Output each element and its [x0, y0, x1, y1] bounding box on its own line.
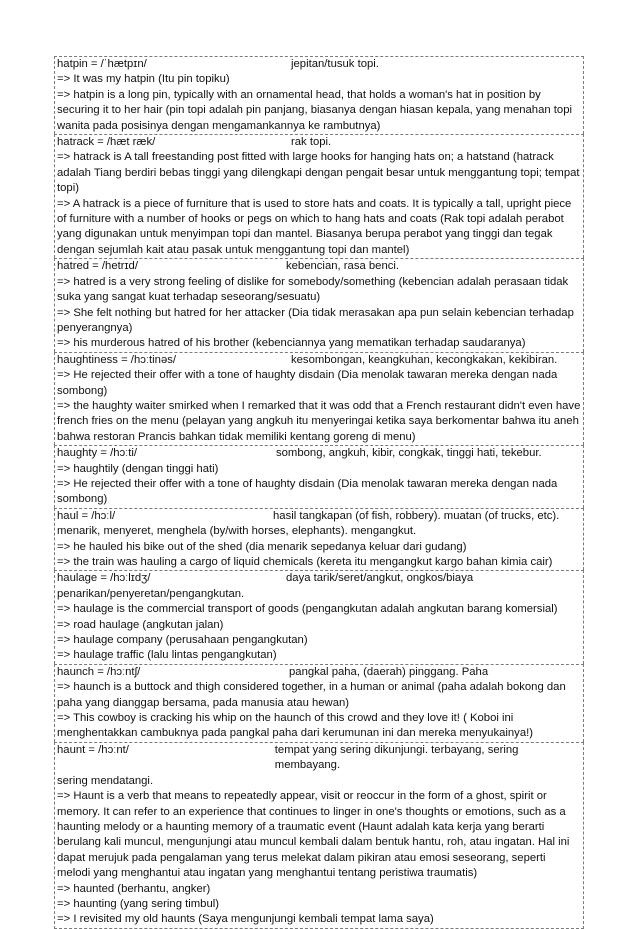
dictionary-entry: [54, 742, 584, 929]
entry-term: hatred = /hetrɪd/: [57, 260, 138, 273]
dictionary-page: [54, 56, 584, 929]
entry-example-line: => road haulage (angkutan jalan): [57, 618, 224, 631]
entry-meaning: pangkal paha, (daerah) pinggang. Paha: [289, 665, 489, 678]
entry-example-line: => It was my hatpin (Itu pin topiku): [57, 73, 230, 86]
entry-term: hatrack = /hæt ræk/: [57, 136, 156, 149]
entry-meaning: jepitan/tusuk topi.: [291, 58, 379, 70]
entry-meaning: tempat yang sering dikunjungi. terbayang, sering membayang.: [274, 743, 519, 772]
entry-term: haughty = /hɔːti/: [57, 447, 138, 460]
entry-meaning: rak topi.: [291, 136, 332, 149]
entry-headword-line: [57, 57, 581, 72]
entry-example-line: => haunting (yang sering timbul): [57, 897, 220, 910]
entry-headword-line: [57, 446, 581, 461]
entry-meaning: sombong, angkuh, kibir, congkak, tinggi hati, tekebur.: [276, 447, 542, 460]
entry-example-line: => haunch is a buttock and thigh considered together, in a human or animal (paha adalah bokong dan paha yang dianggap bersama, pada manusia atau hewan): [57, 681, 566, 709]
entry-example-line: => haughtily (dengan tinggi hati): [57, 462, 219, 475]
entry-example-line: => hatrack is A tall freestanding post fitted with large hooks for hanging hats on; a hatstand (hatrack adalah Tiang berdiri bebas tinggi yang dilengkapi dengan pengait besar untuk menggantung topi; tempat topi): [57, 151, 580, 195]
entry-term: haunt = /hɔːnt/: [57, 743, 129, 756]
entry-meaning-continued: penarikan/penyeretan/pengangkutan.: [57, 587, 245, 600]
entry-example-line: => I revisited my old haunts (Saya mengunjungi kembali tempat lama saya): [57, 913, 434, 926]
dictionary-entry: [54, 445, 584, 508]
entry-meaning: kebencian, rasa benci.: [286, 260, 400, 273]
dictionary-entry: [54, 258, 584, 351]
entry-meaning: kesombongan, keangkuhan, kecongkakan, kekibiran.: [291, 353, 558, 366]
entry-example-line: => This cowboy is cracking his whip on the haunch of this crowd and they love it! ( Koboi ini menghentakkan cambuknya pada pangkal paha dari kerumunan ini dan mereka menyukainya!): [57, 712, 534, 740]
entry-example-line: => his murderous hatred of his brother (kebenciannya yang mematikan terhadap saudaranya): [57, 337, 526, 350]
entry-example-line: => She felt nothing but hatred for her attacker (Dia tidak merasakan apa pun selain kebencian terhadap penyerangnya): [57, 306, 574, 334]
entry-meaning: daya tarik/seret/angkut, ongkos/biaya: [286, 572, 474, 585]
entry-term: haunch = /hɔːntʃ/: [57, 665, 141, 678]
entry-example-line: => haulage company (perusahaan pengangkutan): [57, 634, 308, 647]
entry-headword-line: [57, 509, 581, 524]
entry-example-line: => haulage traffic (lalu lintas pengangkutan): [57, 649, 277, 662]
entry-headword-line: [57, 571, 581, 586]
entry-example-line: => the train was hauling a cargo of liquid chemicals (kereta itu mengangkut kargo bahan kimia cair): [57, 556, 553, 568]
entry-example-line: => He rejected their offer with a tone of haughty disdain (Dia menolak tawaran mereka dengan nada sombong): [57, 477, 558, 506]
entry-headword-line: [57, 259, 581, 274]
entry-headword-line: [57, 135, 581, 150]
entry-term: haughtiness = /hɔːtinəs/: [57, 353, 177, 366]
entry-example-line: => A hatrack is a piece of furniture that is used to store hats and coats. It is typically a tall, upright piece of furniture with a number of hooks or pegs on which to hang hats and coats (Rak topi adalah perabot yang digunakan untuk menyimpan topi dan mantel. Biasanya berupa perabot yang tinggi dan tegak dengan sejumlah kait atau pasak untuk menggantung topi dan mantel): [57, 197, 572, 256]
dictionary-entry: [54, 134, 584, 258]
entry-example-line: => haulage is the commercial transport of goods (pengangkutan adalah angkutan barang komersial): [57, 603, 558, 616]
entry-example-line: => He rejected their offer with a tone of haughty disdain (Dia menolak tawaran mereka dengan nada sombong): [57, 369, 558, 397]
dictionary-entry: [54, 570, 584, 663]
dictionary-entry: [54, 508, 584, 571]
entry-term: hatpin = /ˈhætpɪn/: [57, 58, 147, 70]
dictionary-entry: [54, 56, 584, 134]
entry-headword-line: [57, 665, 581, 680]
entry-example-line: => haunted (berhantu, angker): [57, 882, 211, 895]
entry-headword-line: [57, 353, 581, 368]
entry-example-line: => hatred is a very strong feeling of dislike for somebody/something (kebencian adalah perasaan tidak suka yang sangat kuat terhadap seseorang/sesuatu): [57, 275, 569, 304]
entry-meaning: hasil tangkapan (of fish, robbery). muatan (of trucks, etc).: [273, 509, 560, 522]
entry-example-line: => he hauled his bike out of the shed (dia menarik sepedanya keluar dari gudang): [57, 540, 467, 553]
dictionary-entry: [54, 352, 584, 445]
entry-term: haul = /hɔːl/: [57, 509, 116, 522]
entry-headword-line: [57, 743, 581, 774]
entry-meaning-continued: menarik, menyeret, menghela (by/with horses, elephants). mengangkut.: [57, 525, 417, 538]
entry-term: haulage = /hɔːlɪdʒ/: [57, 572, 151, 585]
entry-meaning-continued: sering mendatangi.: [57, 774, 154, 787]
dictionary-entry: [54, 664, 584, 742]
entry-example-line: => hatpin is a long pin, typically with an ornamental head, that holds a woman's hat in position by securing it to her hair (pin topi adalah pin panjang, biasanya dengan hiasan kepala, yang menahan topi wanita pada posisinya dengan mengamankannya ke rambutnya): [57, 88, 573, 132]
entry-example-line: => the haughty waiter smirked when I remarked that it was odd that a French restaurant didn't even have french fries on the menu (pelayan yang angkuh itu menyeringai ketika saya berkomentar bahwa itu aneh bahwa restoran Prancis bahkan tidak memiliki kentang goreng di menu): [57, 399, 581, 443]
entry-example-line: => Haunt is a verb that means to repeatedly appear, visit or reoccur in the form of a ghost, spirit or memory. It can refer to an experience that continues to linger in one's thoughts or emotions, such as a haunting melody or a haunting memory of a traumatic event (Haunt adalah kata kerja yang berarti berulang kali muncul, mengunjungi atau muncul kembali dalam bentuk hantu, roh, atau ingatan. Hal ini dapat merujuk pada pengalaman yang terus melekat dalam pikiran atau emosi seseorang, seperti melodi yang menghantui atau ingatan yang menghantui tentang peristiwa traumatis): [57, 790, 570, 880]
